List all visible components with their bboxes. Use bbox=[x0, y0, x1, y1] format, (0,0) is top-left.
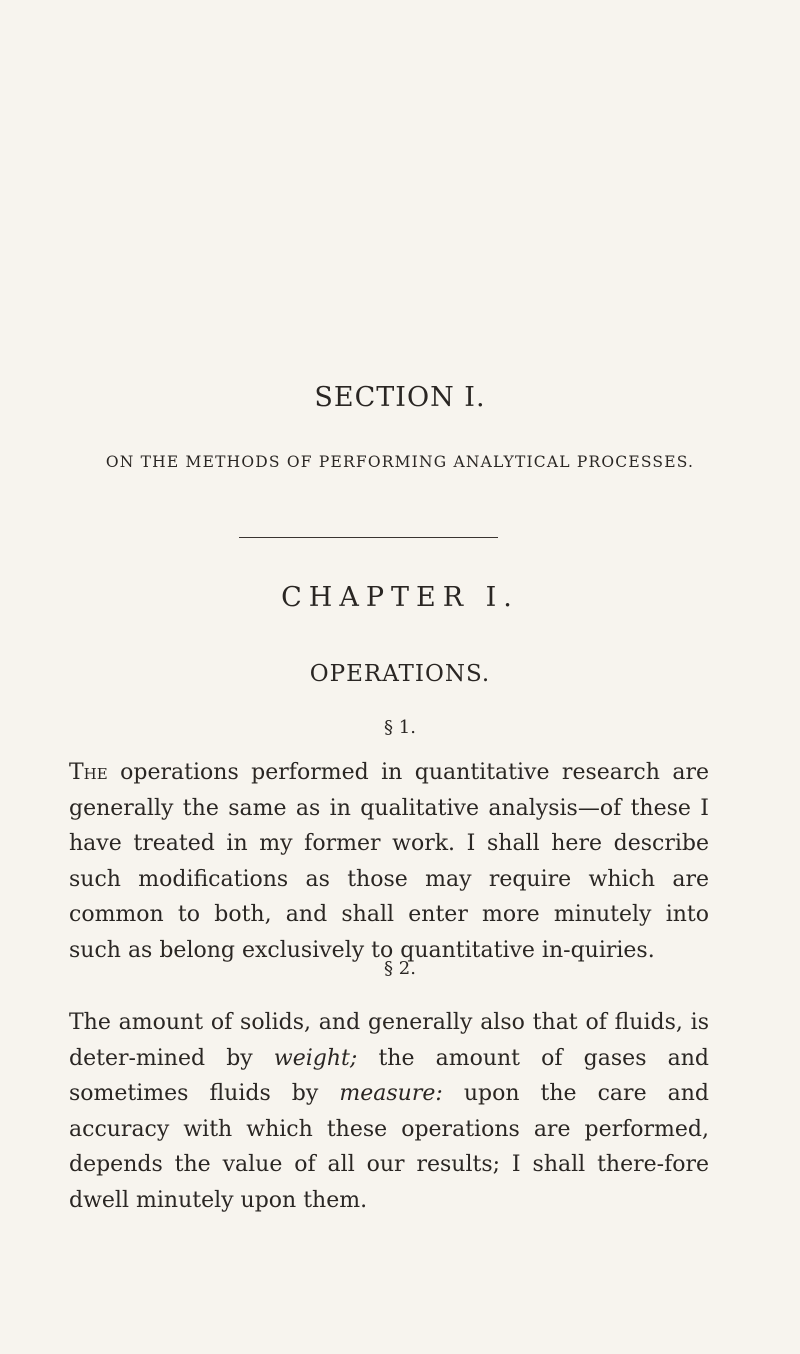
section-title: SECTION I. bbox=[314, 382, 486, 413]
chapter-subtitle: OPERATIONS. bbox=[309, 661, 491, 687]
paragraph-1 bbox=[69, 755, 709, 968]
paragraph-1-lead: The bbox=[69, 760, 108, 785]
paragraph-1-text: operations performed in quantitative research are generally the same as in qualitative analysis—of these I have treated in my former work. I shall here describe such modifications as those may require which are common to both, and shall enter more minutely into such as belong exclusively to quantitative in-quiries. bbox=[69, 760, 709, 963]
paragraph-2-text-a: The amount of solids, and generally also that of fluids, is deter-mined by bbox=[69, 1010, 709, 1071]
section-subtitle: ON THE METHODS OF PERFORMING ANALYTICAL PROCESSES. bbox=[105, 453, 695, 471]
paragraph-mark-1: § 1. bbox=[384, 717, 416, 738]
paragraph-2-emphasis-weight: weight; bbox=[273, 1045, 358, 1071]
divider-rule bbox=[239, 537, 498, 538]
paragraph-2-text-c: upon the care and accuracy with which these operations are performed, depends the value of all our results; I shall there-fore dwell minutely upon them. bbox=[69, 1081, 709, 1213]
paragraph-2-emphasis-measure: measure: bbox=[339, 1081, 443, 1106]
chapter-title: CHAPTER I. bbox=[281, 582, 519, 613]
paragraph-mark-2: § 2. bbox=[384, 958, 416, 979]
paragraph-2-text-b: the amount of gases and sometimes fluids by bbox=[69, 1045, 709, 1106]
paragraph-2 bbox=[69, 1005, 709, 1218]
